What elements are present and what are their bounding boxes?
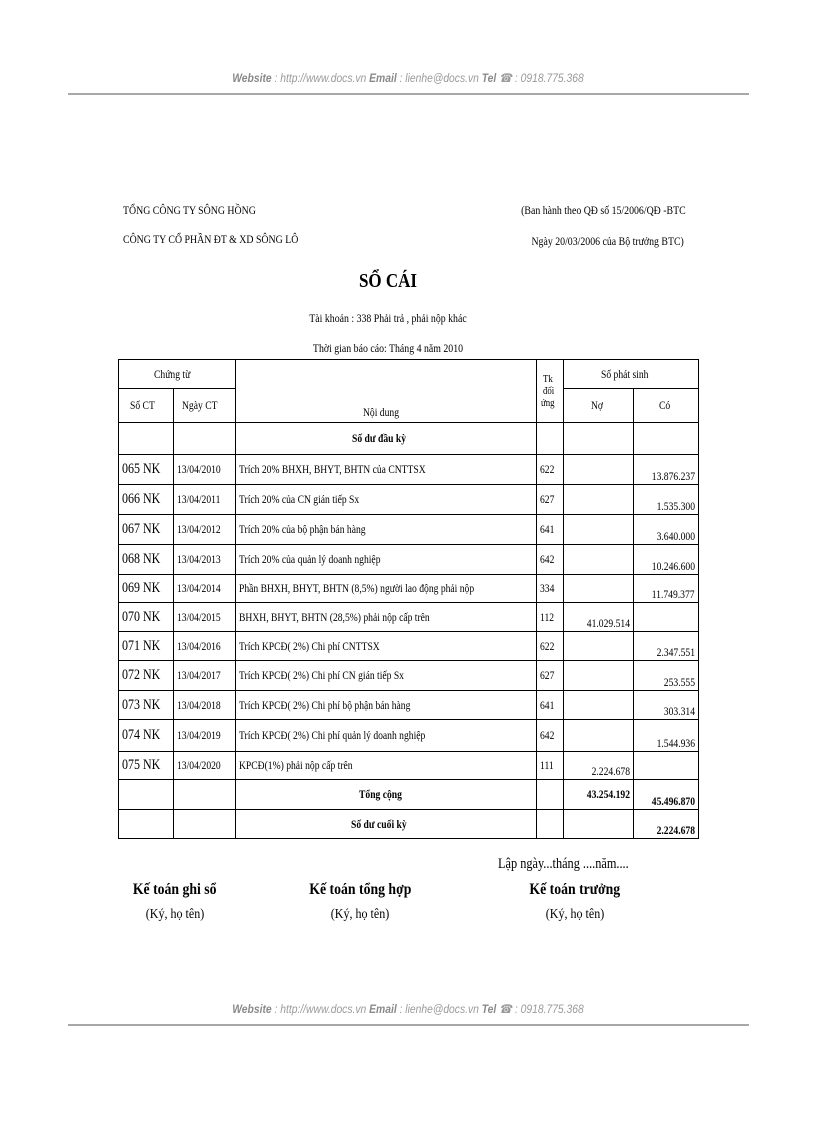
account-line: Tài khoản : 338 Phải trả , phải nộp khác — [309, 311, 467, 325]
voucher-no-header: Số CT — [119, 389, 174, 423]
credit-cell — [633, 603, 698, 632]
website-label: Website — [232, 71, 272, 85]
voucher-no-cell: 067 NK — [119, 515, 174, 545]
table-row — [119, 575, 699, 603]
contra-account-cell: 111 — [536, 752, 563, 780]
contra-account-cell: 627 — [536, 661, 563, 691]
debit-cell — [563, 455, 633, 485]
table-row — [119, 661, 699, 691]
table-row — [119, 752, 699, 780]
voucher-date-header: Ngày CT — [173, 389, 235, 423]
voucher-date-cell: 13/04/2012 — [173, 515, 235, 545]
table-row — [119, 485, 699, 515]
credit-cell — [633, 752, 698, 780]
description-cell: Phần BHXH, BHYT, BHTN (8,5%) người lao động phải nộp — [235, 575, 536, 603]
description-cell: Trích KPCĐ( 2%) Chi phí CN gián tiếp Sx — [235, 661, 536, 691]
debit-cell: 41.029.514 — [563, 603, 633, 632]
voucher-date-cell: 13/04/2020 — [173, 752, 235, 780]
voucher-date-cell: 13/04/2018 — [173, 691, 235, 720]
total-credit: 45.496.870 — [633, 780, 698, 810]
table-row — [119, 455, 699, 485]
signature-bookkeeper — [75, 881, 275, 923]
description-cell: BHXH, BHYT, BHTN (28,5%) phải nộp cấp trên — [235, 603, 536, 632]
voucher-date-cell: 13/04/2019 — [173, 720, 235, 752]
description-cell: Trích KPCĐ( 2%) Chi phí CNTTSX — [235, 632, 536, 661]
debit-cell — [563, 485, 633, 515]
voucher-date-cell: 13/04/2017 — [173, 661, 235, 691]
signature-chief-accountant — [475, 881, 675, 923]
website-url[interactable]: : http://www.docs.vn — [274, 1002, 367, 1016]
closing-balance-row — [119, 810, 699, 839]
voucher-no-cell: 065 NK — [119, 455, 174, 485]
debit-cell — [563, 661, 633, 691]
description-cell: Trích KPCĐ( 2%) Chi phí bộ phận bán hàng — [235, 691, 536, 720]
email-label: Email — [369, 1002, 397, 1016]
description-header: Nội dung — [235, 360, 536, 423]
tel-number: ☎ : 0918.775.368 — [499, 1002, 584, 1016]
bookkeeper-title: Kế toán ghi sổ — [133, 881, 217, 898]
voucher-no-cell: 073 NK — [119, 691, 174, 720]
credit-cell: 2.347.551 — [633, 632, 698, 661]
parent-company-name: TỔNG CÔNG TY SÔNG HỒNG — [123, 203, 256, 217]
contra-account-cell: 112 — [536, 603, 563, 632]
voucher-no-cell: 074 NK — [119, 720, 174, 752]
voucher-date-cell: 13/04/2014 — [173, 575, 235, 603]
website-label: Website — [232, 1002, 272, 1016]
voucher-no-cell: 075 NK — [119, 752, 174, 780]
company-name: CÔNG TY CỔ PHẦN ĐT & XD SÔNG LÔ — [123, 232, 299, 246]
credit-cell: 10.246.600 — [633, 545, 698, 575]
debit-cell — [563, 575, 633, 603]
bookkeeper-sign-note: (Ký, họ tên) — [145, 907, 205, 922]
email-address[interactable]: : lienhe@docs.vn — [399, 71, 479, 85]
credit-cell: 11.749.377 — [633, 575, 698, 603]
header-divider — [68, 93, 749, 95]
table-row — [119, 515, 699, 545]
general-accountant-title: Kế toán tổng hợp — [308, 881, 412, 898]
voucher-date-cell: 13/04/2010 — [173, 455, 235, 485]
voucher-no-cell: 069 NK — [119, 575, 174, 603]
debit-cell: 2.224.678 — [563, 752, 633, 780]
table-row — [119, 632, 699, 661]
voucher-no-cell: 070 NK — [119, 603, 174, 632]
contra-account-cell: 641 — [536, 691, 563, 720]
chief-accountant-title: Kế toán trưởng — [529, 881, 621, 898]
closing-balance-label: Số dư cuối kỳ — [235, 810, 536, 839]
voucher-date-cell: 13/04/2016 — [173, 632, 235, 661]
credit-cell: 303.314 — [633, 691, 698, 720]
voucher-no-cell: 068 NK — [119, 545, 174, 575]
credit-cell: 1.535.300 — [633, 485, 698, 515]
email-address[interactable]: : lienhe@docs.vn — [399, 1002, 479, 1016]
general-accountant-sign-note: (Ký, họ tên) — [330, 907, 390, 922]
email-label: Email — [369, 71, 397, 85]
signature-general-accountant — [260, 881, 460, 923]
contra-account-cell: 622 — [536, 632, 563, 661]
table-row — [119, 545, 699, 575]
debit-cell — [563, 545, 633, 575]
debit-header: Nợ — [563, 389, 633, 423]
description-cell: Trích 20% của quản lý doanh nghiệp — [235, 545, 536, 575]
table-row — [119, 603, 699, 632]
voucher-date-cell: 13/04/2015 — [173, 603, 235, 632]
table-row — [119, 691, 699, 720]
voucher-date-cell: 13/04/2011 — [173, 485, 235, 515]
contra-account-cell: 642 — [536, 545, 563, 575]
credit-cell: 3.640.000 — [633, 515, 698, 545]
contra-account-cell: 627 — [536, 485, 563, 515]
ledger-table — [118, 359, 699, 839]
credit-cell: 253.555 — [633, 661, 698, 691]
opening-balance-label: Số dư đầu kỳ — [235, 423, 536, 455]
website-banner-top — [57, 71, 759, 85]
debit-cell — [563, 691, 633, 720]
decree-line-2: Ngày 20/03/2006 của Bộ trưởng BTC) — [531, 234, 684, 248]
closing-credit: 2.224.678 — [633, 810, 698, 839]
total-debit: 43.254.192 — [563, 780, 633, 810]
header-row-1 — [119, 360, 699, 389]
credit-cell: 1.544.936 — [633, 720, 698, 752]
ledger-rows — [119, 455, 699, 780]
voucher-no-cell: 071 NK — [119, 632, 174, 661]
tel-number: ☎ : 0918.775.368 — [499, 71, 584, 85]
contra-account-header: Tk đối ứng — [536, 360, 563, 423]
credit-cell: 13.876.237 — [633, 455, 698, 485]
debit-cell — [563, 515, 633, 545]
contra-account-cell: 641 — [536, 515, 563, 545]
website-url[interactable]: : http://www.docs.vn — [274, 71, 367, 85]
voucher-header: Chứng từ — [119, 360, 236, 389]
footer-divider — [68, 1024, 749, 1026]
opening-balance-row — [119, 423, 699, 455]
table-row — [119, 720, 699, 752]
description-cell: Trích KPCĐ( 2%) Chi phí quản lý doanh nghiệp — [235, 720, 536, 752]
contra-account-cell: 334 — [536, 575, 563, 603]
debit-cell — [563, 632, 633, 661]
description-cell: Trích 20% của bộ phận bán hàng — [235, 515, 536, 545]
debit-cell — [563, 720, 633, 752]
contra-account-cell: 642 — [536, 720, 563, 752]
decree-line-1: (Ban hành theo QĐ số 15/2006/QĐ -BTC — [521, 203, 686, 217]
voucher-no-cell: 072 NK — [119, 661, 174, 691]
voucher-date-cell: 13/04/2013 — [173, 545, 235, 575]
page-title: SỔ CÁI — [358, 270, 418, 292]
total-row — [119, 780, 699, 810]
place-date-line: Lập ngày...tháng ....năm.... — [498, 856, 629, 872]
total-label: Tổng cộng — [235, 780, 536, 810]
chief-accountant-sign-note: (Ký, họ tên) — [545, 907, 605, 922]
credit-header: Có — [633, 389, 698, 423]
contra-account-cell: 622 — [536, 455, 563, 485]
period-line: Thời gian báo cáo: Tháng 4 năm 2010 — [312, 341, 464, 355]
tel-label: Tel — [481, 71, 497, 85]
description-cell: Trích 20% BHXH, BHYT, BHTN của CNTTSX — [235, 455, 536, 485]
website-banner-bottom — [57, 1002, 759, 1016]
tel-label: Tel — [481, 1002, 497, 1016]
voucher-no-cell: 066 NK — [119, 485, 174, 515]
description-cell: KPCĐ(1%) phải nộp cấp trên — [235, 752, 536, 780]
arising-header: Số phát sinh — [563, 360, 698, 389]
description-cell: Trích 20% của CN gián tiếp Sx — [235, 485, 536, 515]
